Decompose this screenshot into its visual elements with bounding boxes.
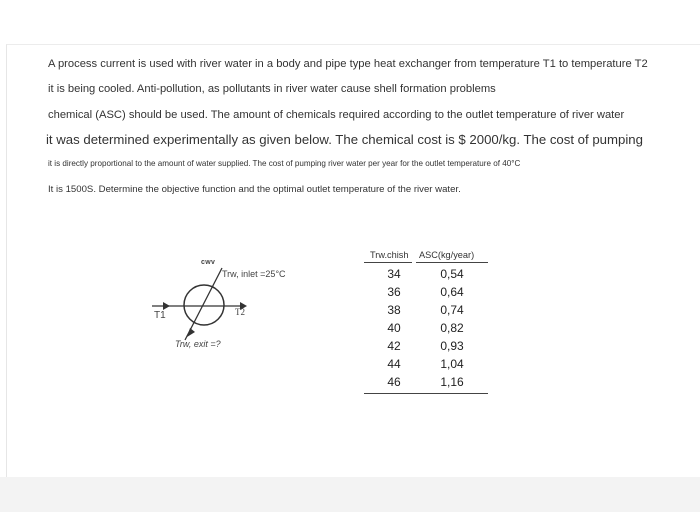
inlet-temperature-label: Trw, inlet =25°C [222, 269, 286, 279]
problem-line-2: it is being cooled. Anti-pollution, as pollutants in river water cause shell formation problems [48, 83, 496, 95]
table-cell: 1,04 [440, 357, 464, 371]
problem-line-4: it was determined experimentally as given below. The chemical cost is $ 2000/kg. The cost of pumping [46, 132, 643, 147]
table-cell: 46 [387, 375, 401, 389]
t1-label: T1 [154, 310, 166, 321]
exit-temperature-label: Trw, exit =? [175, 339, 221, 349]
table-cell: 0,74 [440, 303, 464, 317]
heat-exchanger-circle [184, 285, 224, 325]
table-bottom-rule [364, 393, 488, 394]
table-cell: 42 [387, 339, 401, 353]
table-cell: 38 [387, 303, 401, 317]
table-cell: 0,64 [440, 285, 464, 299]
cooling-water-label: cwv [201, 259, 216, 266]
problem-line-1: A process current is used with river water in a body and pipe type heat exchanger from temperature T1 to temperature T2 [48, 58, 648, 70]
table-cell: 0,82 [440, 321, 464, 335]
table-cell: 36 [387, 285, 401, 299]
table-cell: 34 [387, 267, 401, 281]
table-header-asc: ASC(kg/year) [419, 250, 475, 260]
table-cell: 0,54 [440, 267, 464, 281]
header-rule-right [416, 262, 488, 263]
inlet-arrow-icon [163, 302, 170, 310]
table-cell: 44 [387, 357, 401, 371]
problem-line-5: it is directly proportional to the amount of water supplied. The cost of pumping river water per year for the outlet temperature of 40°C [48, 159, 521, 168]
t2-label: T2 [235, 307, 245, 317]
table-cell: 1,16 [440, 375, 464, 389]
header-rule-left [364, 262, 412, 263]
table-cell: 0,93 [440, 339, 464, 353]
table-header-temperature: Trw.chish [370, 250, 409, 260]
problem-line-6: It is 1500S. Determine the objective function and the optimal outlet temperature of the river water. [48, 184, 461, 195]
problem-line-3: chemical (ASC) should be used. The amount of chemicals required according to the outlet temperature of river water [48, 109, 625, 121]
table-cell: 40 [387, 321, 401, 335]
